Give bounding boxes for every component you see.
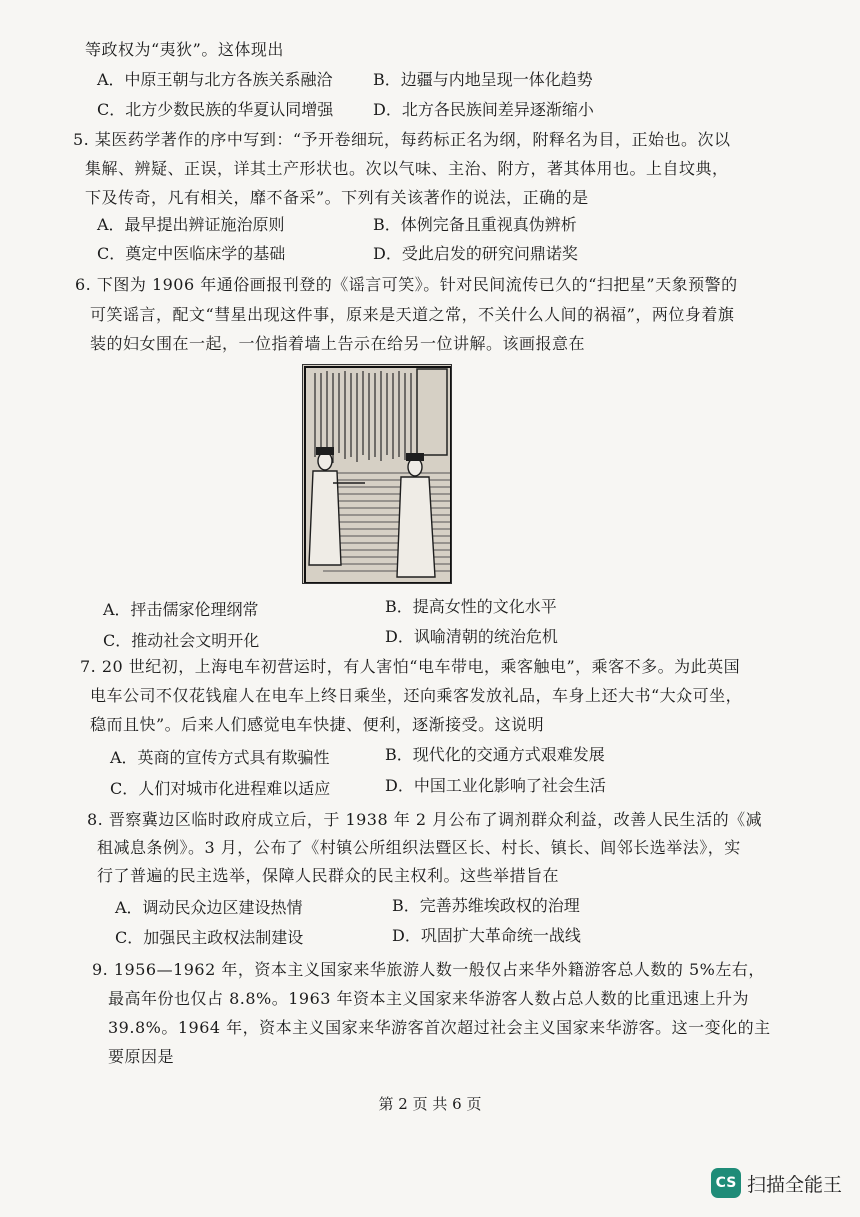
q4-option-a: A．中原王朝与北方各族关系融洽 <box>97 70 333 89</box>
camscanner-logo-icon: CS <box>711 1168 741 1198</box>
q4-tail: 等政权为“夷狄”。这体现出 <box>85 40 284 59</box>
q7-option-b: B．现代化的交通方式艰难发展 <box>385 745 605 764</box>
q8-stem-line3: 行了普遍的民主选举，保障人民群众的民主权利。这些举措旨在 <box>97 866 560 885</box>
q5-stem-line2: 集解、辨疑、正误，详其土产形状也。次以气味、主治、附方，著其体用也。上自坟典， <box>85 159 729 178</box>
q7-option-c: C．人们对城市化进程难以适应 <box>110 779 331 798</box>
q6-stem-line1: 6. 下图为 1906 年通俗画报刊登的《谣言可笑》。针对民间流传已久的“扫把星”天象预警的 <box>75 275 738 294</box>
q8-stem-line2: 租减息条例》。3 月，公布了《村镇公所组织法暨区长、村长、镇长、闾邻长选举法》，实 <box>97 838 741 857</box>
q8-option-c: C．加强民主政权法制建设 <box>115 928 304 947</box>
q7-stem-line1: 7. 20 世纪初，上海电车初营运时，有人害怕“电车带电，乘客触电”，乘客不多。为此英国 <box>80 657 741 676</box>
page-number: 第 2 页 共 6 页 <box>378 1095 482 1113</box>
q8-stem-line1: 8. 晋察冀边区临时政府成立后，于 1938 年 2 月公布了调剂群众利益，改善人民生活的《减 <box>87 810 763 829</box>
q4-option-b: B．边疆与内地呈现一体化趋势 <box>373 70 593 89</box>
q7-option-d: D．中国工业化影响了社会生活 <box>385 776 606 795</box>
q7-option-a: A．英商的宣传方式具有欺骗性 <box>110 748 330 767</box>
q6-option-b: B．提高女性的文化水平 <box>385 597 557 616</box>
q9-stem-line4: 要原因是 <box>108 1047 175 1066</box>
q6-option-d: D．讽喻清朝的统治危机 <box>385 627 558 646</box>
scanner-watermark <box>711 1168 842 1198</box>
q5-option-d: D．受此启发的研究问鼎诺奖 <box>373 244 578 263</box>
q5-option-c: C．奠定中医临床学的基础 <box>97 244 286 263</box>
q9-stem-line2: 最高年份也仅占 8.8%。1963 年资本主义国家来华游客人数占总人数的比重迅速上升为 <box>108 989 750 1008</box>
q9-stem-line3: 39.8%。1964 年，资本主义国家来华游客首次超过社会主义国家来华游客。这一变化的主 <box>108 1018 771 1037</box>
q7-stem-line2: 电车公司不仅花钱雇人在电车上终日乘坐，还向乘客发放礼品，车身上还大书“大众可坐， <box>90 686 743 705</box>
q6-stem-line3: 装的妇女围在一起，一位指着墙上告示在给另一位讲解。该画报意在 <box>90 334 586 353</box>
watermark-text: 扫描全能王 <box>746 1173 842 1196</box>
q6-stem-line2: 可笑谣言，配文“彗星出现这件事，原来是天道之常，不关什么人间的祸福”，两位身着旗 <box>90 305 735 324</box>
q8-option-d: D．巩固扩大革命统一战线 <box>392 926 581 945</box>
newspaper-illustration <box>302 364 452 584</box>
q5-option-b: B．体例完备且重视真伪辨析 <box>373 215 577 234</box>
q8-option-a: A．调动民众边区建设热情 <box>115 898 303 917</box>
q6-option-c: C．推动社会文明开化 <box>103 631 260 650</box>
q7-stem-line3: 稳而且快”。后来人们感觉电车快捷、便利，逐渐接受。这说明 <box>90 715 545 734</box>
q8-option-b: B．完善苏维埃政权的治理 <box>392 896 580 915</box>
q5-option-a: A．最早提出辨证施治原则 <box>97 215 285 234</box>
q9-stem-line1: 9. 1956—1962 年，资本主义国家来华旅游人数一般仅占来华外籍游客总人数的 5%左右， <box>92 960 765 979</box>
q6-option-a: A．抨击儒家伦理纲常 <box>103 600 259 619</box>
q5-stem-line3: 下及传奇，凡有相关，靡不备采”。下列有关该著作的说法，正确的是 <box>85 188 589 207</box>
q4-option-c: C．北方少数民族的华夏认同增强 <box>97 100 334 119</box>
q4-option-d: D．北方各民族间差异逐渐缩小 <box>373 100 594 119</box>
q5-stem-line1: 5. 某医药学著作的序中写到：“予开卷细玩，每药标正名为纲，附释名为目，正始也。次以 <box>73 130 731 149</box>
